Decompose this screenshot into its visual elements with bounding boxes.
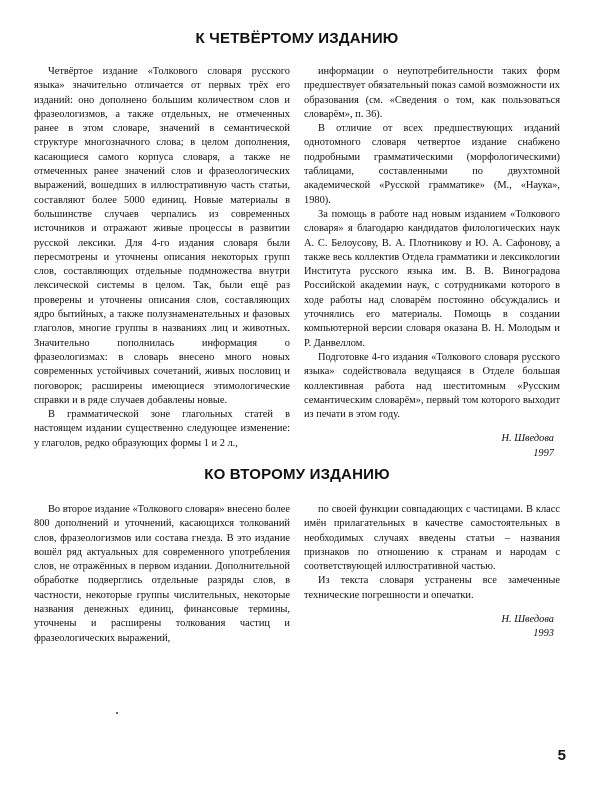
page-number: 5 bbox=[557, 747, 566, 764]
speck-mark bbox=[116, 712, 118, 714]
paragraph: В отличие от всех предшествующих изданий однотомного словаря четвертое издание снабжено подробными грамматическими (морфологическими) таблицами, составленными по двухтомной академической «Русской грамматике» (М., «Наука», 1980). bbox=[304, 123, 560, 206]
paragraph: В грамматической зоне глагольных статей в настоящем издании существенно следующее изменение: у глаголов, редко образующих формы 1 и 2 л., bbox=[34, 409, 290, 449]
signature-block bbox=[304, 432, 560, 461]
section-title-second-edition: КО ВТОРОМУ ИЗДАНИЮ bbox=[204, 466, 390, 483]
author-name: Н. Шведова bbox=[501, 433, 554, 445]
paragraph: Из текста словаря устранены все замеченные технические погрешности и опечатки. bbox=[304, 575, 560, 601]
paragraph: по своей функции совпадающих с частицами. В класс имён прилагательных в качестве самостоятельных в необходимых случаях введены статьи – названия признаков по отношению к странам и народам с соответствующей иллюстративной частью. bbox=[304, 504, 560, 573]
section4-right-column bbox=[304, 65, 560, 461]
section4-left-column bbox=[34, 65, 290, 451]
paragraph: Подготовке 4-го издания «Толкового словаря русского языка» содействовала ведущаяся в Отделе большая коллективная работа над шеститомным «Русским семантическим словарём», первый том которого выходит из печати в этом году. bbox=[304, 351, 560, 421]
section2-right-column bbox=[304, 503, 560, 642]
section-title-fourth-edition: К ЧЕТВЁРТОМУ ИЗДАНИЮ bbox=[195, 30, 399, 47]
author-name: Н. Шведова bbox=[501, 614, 554, 626]
paragraph: За помощь в работе над новым изданием «Толкового словаря» я благодарю кандидатов филологических наук А. С. Белоусову, В. А. Плотникову и Ю. А. Сафонову, а также весь коллектив Отдела грамматики и лексикологии Института русского языка им. В. В. Виноградова Российской академии наук, с сотрудниками которого в ходе работы над словарём постоянно обсуждались и уточнялись его материалы. Помощь в создании компьютерной версии словаря оказана В. Н. Молодым и Р. Данвеллом. bbox=[304, 208, 560, 349]
paragraph: Во второе издание «Толкового словаря» внесено более 800 дополнений и уточнений, касающихся толкований слов, фразеологизмов или состава гнезда. В это издание вошёл ряд актуальных для современного употребления слов, не отражённых в первом издании. Дополнительной обработке подверглись отдельные разряды слов, в частности, некоторые группы числительных, некоторые названия денежных единиц, финансовые термины, уточнены и расширены толкования частиц и фразеологических выражений, bbox=[34, 504, 290, 644]
paragraph: Четвёртое издание «Толкового словаря русского языка» значительно отличается от первых трёх его изданий: оно дополнено большим количеством слов и фразеологизмов, а также отдельных, не отмеченных ранее в этом словаре, значений в семантической структуре многозначного слова; в целом дополнения, касающиеся самого корпуса словаря, а также не отмеченных ранее значений слов и фразеологических выражений, вошедших в иллюстративную часть статьи, составляют более 5000 единиц. Новые материалы в большинстве случаев черпались из современных источников и отражают живые процессы в развитии русской лексики. Для 4-го издания словаря были пересмотрены и уточнены описания некоторых групп слов, составляющих отдельные подмножества внутри лексической системы в целом. Так, были ещё раз проверены и уточнены описания слов, составляющих ядро бытийных, а также полузнаменательных и фазовых глаголов, многие группы в названиях лиц и животных. Значительно пополнилась информация о фразеологизмах: в словарь внесено много новых современных устойчивых сочетаний, живых пословиц и поговорок; расширены имеющиеся этимологические справки и в ряде случаев добавлены новые. bbox=[34, 66, 290, 406]
signature-year: 1993 bbox=[533, 628, 554, 640]
signature-block bbox=[304, 613, 560, 642]
section2-left-column bbox=[34, 503, 290, 646]
paragraph: информации о неупотребительности таких форм предшествует обязательный показ самой возможности их образования (см. «Сведения о том, как пользоваться словарём», п. 36). bbox=[304, 66, 560, 120]
signature-year: 1997 bbox=[533, 447, 554, 459]
